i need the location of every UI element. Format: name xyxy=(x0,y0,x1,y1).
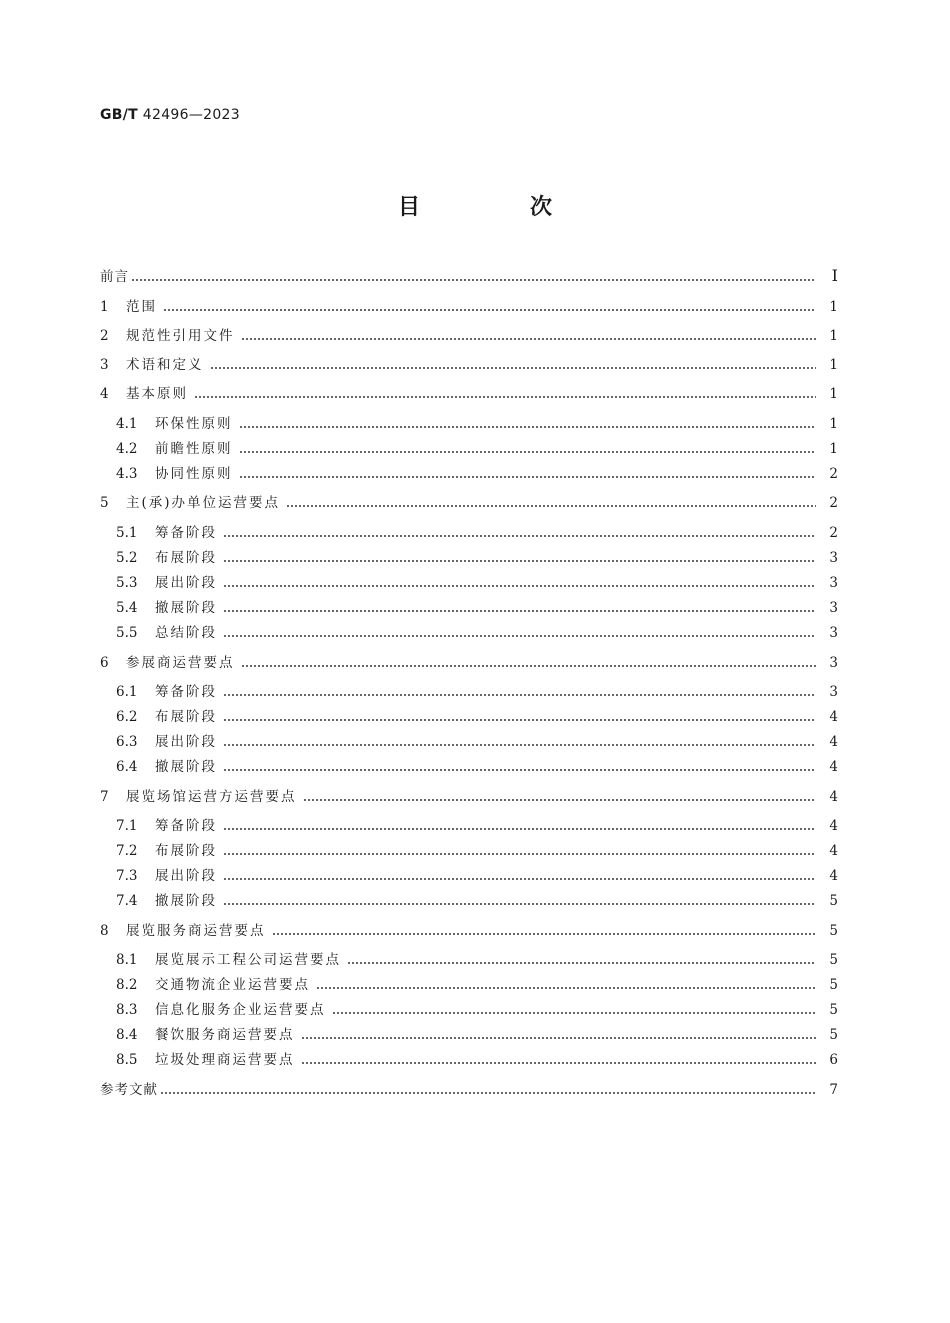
standard-code xyxy=(100,107,240,123)
toc-entry-page: 4 xyxy=(829,868,838,884)
toc-entry-page: 1 xyxy=(829,328,838,344)
toc-entry-label: 协同性原则 xyxy=(155,466,233,482)
toc-entry-page: 3 xyxy=(829,575,838,591)
toc-entry-number: 8.1 xyxy=(116,952,138,968)
toc-entry-label: 展出阶段 xyxy=(155,575,217,591)
toc-entry-number: 8 xyxy=(100,923,109,939)
toc-entry[interactable] xyxy=(100,920,838,942)
toc-entry-page: 1 xyxy=(829,441,838,457)
toc-entry[interactable] xyxy=(116,438,838,460)
toc-entry[interactable] xyxy=(116,865,838,887)
toc-entry-label: 撤展阶段 xyxy=(155,759,217,775)
toc-entry-number: 6.3 xyxy=(116,734,138,750)
toc-entry-page: 1 xyxy=(829,299,838,315)
toc-leader-dots xyxy=(239,463,817,485)
toc-entry-label: 垃圾处理商运营要点 xyxy=(155,1052,295,1068)
toc-entry[interactable] xyxy=(116,622,838,644)
toc-entry[interactable] xyxy=(116,681,838,703)
toc-leader-dots xyxy=(223,622,816,644)
toc-entry[interactable] xyxy=(100,266,838,288)
toc-entry-page: 3 xyxy=(829,625,838,641)
toc-entry-number: 7.4 xyxy=(116,893,138,909)
toc-entry[interactable] xyxy=(100,325,838,347)
toc-entry[interactable] xyxy=(116,999,838,1021)
toc-entry-label: 总结阶段 xyxy=(155,625,217,641)
toc-entry[interactable] xyxy=(116,1024,838,1046)
toc-leader-dots xyxy=(223,572,816,594)
toc-leader-dots xyxy=(223,890,816,912)
toc-leader-dots xyxy=(223,681,816,703)
toc-leader-dots xyxy=(301,1049,817,1071)
toc-entry-page: 4 xyxy=(829,818,838,834)
toc-leader-dots xyxy=(241,325,817,347)
toc-entry-page: 1 xyxy=(829,416,838,432)
toc-entry-number: 6.1 xyxy=(116,684,138,700)
toc-entry[interactable] xyxy=(116,731,838,753)
toc-entry-label: 环保性原则 xyxy=(155,416,233,432)
toc-entry-page: 4 xyxy=(829,789,838,805)
toc-leader-dots xyxy=(160,1079,816,1101)
toc-leader-dots xyxy=(332,999,817,1021)
toc-entry-page: 6 xyxy=(829,1052,838,1068)
toc-entry-label: 展出阶段 xyxy=(155,734,217,750)
toc-entry-page: 3 xyxy=(829,550,838,566)
toc-entry-number: 8.4 xyxy=(116,1027,138,1043)
toc-leader-dots xyxy=(347,949,816,971)
toc-entry-page: 5 xyxy=(829,1027,838,1043)
toc-entry-number: 8.5 xyxy=(116,1052,138,1068)
toc-leader-dots xyxy=(286,492,816,514)
toc-entry[interactable] xyxy=(116,522,838,544)
toc-entry-page: 5 xyxy=(829,977,838,993)
toc-leader-dots xyxy=(210,354,817,376)
toc-entry[interactable] xyxy=(116,463,838,485)
toc-entry-page: 2 xyxy=(829,525,838,541)
toc-leader-dots xyxy=(223,597,816,619)
toc-entry-page: 5 xyxy=(829,923,838,939)
toc-entry[interactable] xyxy=(116,413,838,435)
toc-entry-number: 5.4 xyxy=(116,600,138,616)
toc-entry-label: 规范性引用文件 xyxy=(126,328,235,344)
toc-entry[interactable] xyxy=(116,572,838,594)
toc-entry-label: 展览服务商运营要点 xyxy=(126,923,266,939)
toc-entry-number: 5.5 xyxy=(116,625,138,641)
toc-entry-number: 4.2 xyxy=(116,441,138,457)
toc-entry-label: 术语和定义 xyxy=(126,357,204,373)
toc-entry[interactable] xyxy=(100,1079,838,1101)
toc-entry[interactable] xyxy=(116,547,838,569)
toc-leader-dots xyxy=(163,296,816,318)
toc-entry-number: 5.1 xyxy=(116,525,138,541)
toc-entry-page: 4 xyxy=(829,734,838,750)
toc-entry-label: 范围 xyxy=(126,299,157,315)
toc-entry-page: 1 xyxy=(829,386,838,402)
toc-entry-number: 7.2 xyxy=(116,843,138,859)
toc-entry-page: 3 xyxy=(829,600,838,616)
toc-entry-number: 2 xyxy=(100,328,109,344)
toc-leader-dots xyxy=(131,266,816,288)
toc-entry[interactable] xyxy=(116,949,838,971)
toc-entry-number: 7 xyxy=(100,789,109,805)
toc-entry-label: 基本原则 xyxy=(126,386,188,402)
toc-entry-label: 筹备阶段 xyxy=(155,818,217,834)
toc-entry-page: 4 xyxy=(829,843,838,859)
toc-entry[interactable] xyxy=(116,1049,838,1071)
toc-leader-dots xyxy=(194,383,816,405)
toc-leader-dots xyxy=(223,706,816,728)
toc-leader-dots xyxy=(223,756,816,778)
toc-entry-label: 布展阶段 xyxy=(155,550,217,566)
toc-leader-dots xyxy=(223,865,816,887)
toc-entry-label: 信息化服务企业运营要点 xyxy=(155,1002,326,1018)
toc-entry[interactable] xyxy=(116,815,838,837)
toc-leader-dots xyxy=(301,1024,817,1046)
toc-entry-label: 参展商运营要点 xyxy=(126,655,235,671)
toc-entry-label: 展出阶段 xyxy=(155,868,217,884)
toc-entry-page: 4 xyxy=(829,759,838,775)
toc-entry-label: 主(承)办单位运营要点 xyxy=(126,495,281,511)
toc-leader-dots xyxy=(272,920,817,942)
toc-entry-page: 5 xyxy=(829,1002,838,1018)
toc-entry-number: 5.2 xyxy=(116,550,138,566)
toc-entry-number: 6.4 xyxy=(116,759,138,775)
toc-entry[interactable] xyxy=(116,890,838,912)
toc-entry[interactable] xyxy=(100,383,838,405)
toc-entry-label: 布展阶段 xyxy=(155,709,217,725)
toc-entry[interactable] xyxy=(116,974,838,996)
toc-entry-label: 交通物流企业运营要点 xyxy=(155,977,310,993)
toc-entry[interactable] xyxy=(116,840,838,862)
toc-entry-number: 7.3 xyxy=(116,868,138,884)
toc-leader-dots xyxy=(223,815,816,837)
toc-entry-page: 4 xyxy=(829,709,838,725)
toc-entry[interactable] xyxy=(116,756,838,778)
toc-entry-label: 参考文献 xyxy=(100,1082,158,1098)
toc-entry-page: 3 xyxy=(829,655,838,671)
standard-prefix: GB/T xyxy=(100,107,139,123)
toc-entry-number: 8.3 xyxy=(116,1002,138,1018)
toc-entry-label: 筹备阶段 xyxy=(155,684,217,700)
toc-leader-dots xyxy=(303,786,817,808)
toc-entry-label: 撤展阶段 xyxy=(155,600,217,616)
page-title: 目 次 xyxy=(397,195,596,220)
toc-entry[interactable] xyxy=(116,597,838,619)
toc-leader-dots xyxy=(239,413,817,435)
toc-entry-page: 2 xyxy=(829,466,838,482)
toc-entry-label: 筹备阶段 xyxy=(155,525,217,541)
toc-leader-dots xyxy=(223,840,816,862)
toc-entry-label: 前言 xyxy=(100,269,129,285)
toc-entry-page: 5 xyxy=(829,952,838,968)
toc-entry-page: Ⅰ xyxy=(831,268,838,285)
toc-entry-number: 6.2 xyxy=(116,709,138,725)
toc-entry-label: 前瞻性原则 xyxy=(155,441,233,457)
toc-entry-number: 6 xyxy=(100,655,109,671)
toc-entry-number: 3 xyxy=(100,357,109,373)
toc-entry[interactable] xyxy=(100,492,838,514)
toc-entry[interactable] xyxy=(100,652,838,674)
toc-entry-label: 布展阶段 xyxy=(155,843,217,859)
toc-entry-number: 4.1 xyxy=(116,416,138,432)
toc-entry-page: 1 xyxy=(829,357,838,373)
toc-leader-dots xyxy=(241,652,817,674)
toc-entry[interactable] xyxy=(100,296,838,318)
toc-entry-number: 5 xyxy=(100,495,109,511)
toc-leader-dots xyxy=(223,547,816,569)
toc-entry-number: 5.3 xyxy=(116,575,138,591)
toc-leader-dots xyxy=(223,522,816,544)
standard-number: 42496—2023 xyxy=(142,107,240,123)
toc-leader-dots xyxy=(316,974,816,996)
toc-leader-dots xyxy=(239,438,817,460)
toc-entry-label: 餐饮服务商运营要点 xyxy=(155,1027,295,1043)
toc-entry[interactable] xyxy=(116,706,838,728)
toc-entry-page: 7 xyxy=(829,1082,838,1098)
toc-entry-page: 3 xyxy=(829,684,838,700)
toc-entry-label: 展览场馆运营方运营要点 xyxy=(126,789,297,805)
toc-entry[interactable] xyxy=(100,354,838,376)
toc-entry-label: 撤展阶段 xyxy=(155,893,217,909)
toc-leader-dots xyxy=(223,731,816,753)
toc-entry-number: 4 xyxy=(100,386,109,402)
toc-entry[interactable] xyxy=(100,786,838,808)
toc-entry-number: 4.3 xyxy=(116,466,138,482)
toc-entry-label: 展览展示工程公司运营要点 xyxy=(155,952,341,968)
toc-entry-page: 2 xyxy=(829,495,838,511)
toc-entry-number: 1 xyxy=(100,299,109,315)
toc-entry-page: 5 xyxy=(829,893,838,909)
toc-entry-number: 8.2 xyxy=(116,977,138,993)
toc-entry-number: 7.1 xyxy=(116,818,138,834)
